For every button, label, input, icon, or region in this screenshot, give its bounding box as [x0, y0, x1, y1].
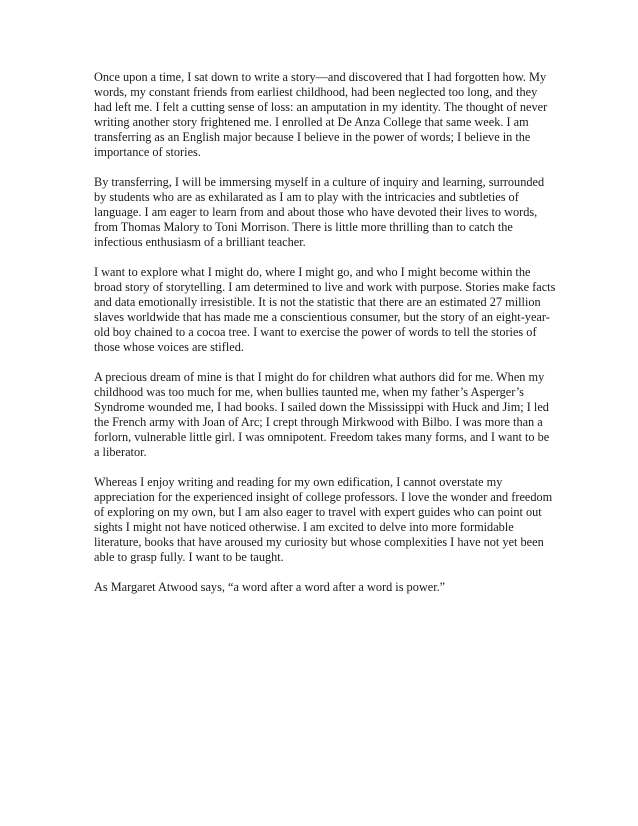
- paragraph-explore: I want to explore what I might do, where I might go, and who I might become within the broad story of storytelling. I am determined to live and work with purpose. Stories make facts and data emotionally irresistible. It is not the statistic that there are an estimated 27 million slaves worldwide that has made me a conscientious consumer, but the story of an eight-year-old boy chained to a cocoa tree. I want to exercise the power of words to tell the stories of those whose voices are stifled.: [94, 265, 556, 354]
- paragraph-professors: Whereas I enjoy writing and reading for my own edification, I cannot overstate my appreciation for the experienced insight of college professors. I love the wonder and freedom of exploring on my own, but I am also eager to travel with expert guides who can point out sights I might not have noticed otherwise. I am excited to delve into more formidable literature, books that have aroused my curiosity but whose complexities I have not yet been able to grasp fully. I want to be taught.: [94, 475, 553, 564]
- essay-body: [94, 70, 556, 595]
- paragraph-dream: A precious dream of mine is that I might do for children what authors did for me. When my childhood was too much for me, when bullies taunted me, when my father’s Asperger’s Syndrome wounded me, I had books. I sailed down the Mississippi with Huck and Jim; I led the French army with Joan of Arc; I crept through Mirkwood with Bilbo. I was more than a forlorn, vulnerable little girl. I was omnipotent. Freedom takes many forms, and I want to be a liberator.: [94, 370, 550, 459]
- paragraph-quote: As Margaret Atwood says, “a word after a word after a word is power.”: [94, 580, 446, 594]
- paragraph-transferring: By transferring, I will be immersing myself in a culture of inquiry and learning, surrounded by students who are as exhilarated as I am to play with the intricacies and subtleties of language. I am eager to learn from and about those who have devoted their lives to words, from Thomas Malory to Toni Morrison. There is little more thrilling than to catch the infectious enthusiasm of a brilliant teacher.: [94, 175, 545, 249]
- paragraph-opening: Once upon a time, I sat down to write a story—and discovered that I had forgotten how. My words, my constant friends from earliest childhood, had been neglected too long, and they had left me. I felt a cutting sense of loss: an amputation in my identity. The thought of never writing another story frightened me. I enrolled at De Anza College that same week. I am transferring as an English major because I believe in the power of words; I believe in the importance of stories.: [94, 70, 548, 159]
